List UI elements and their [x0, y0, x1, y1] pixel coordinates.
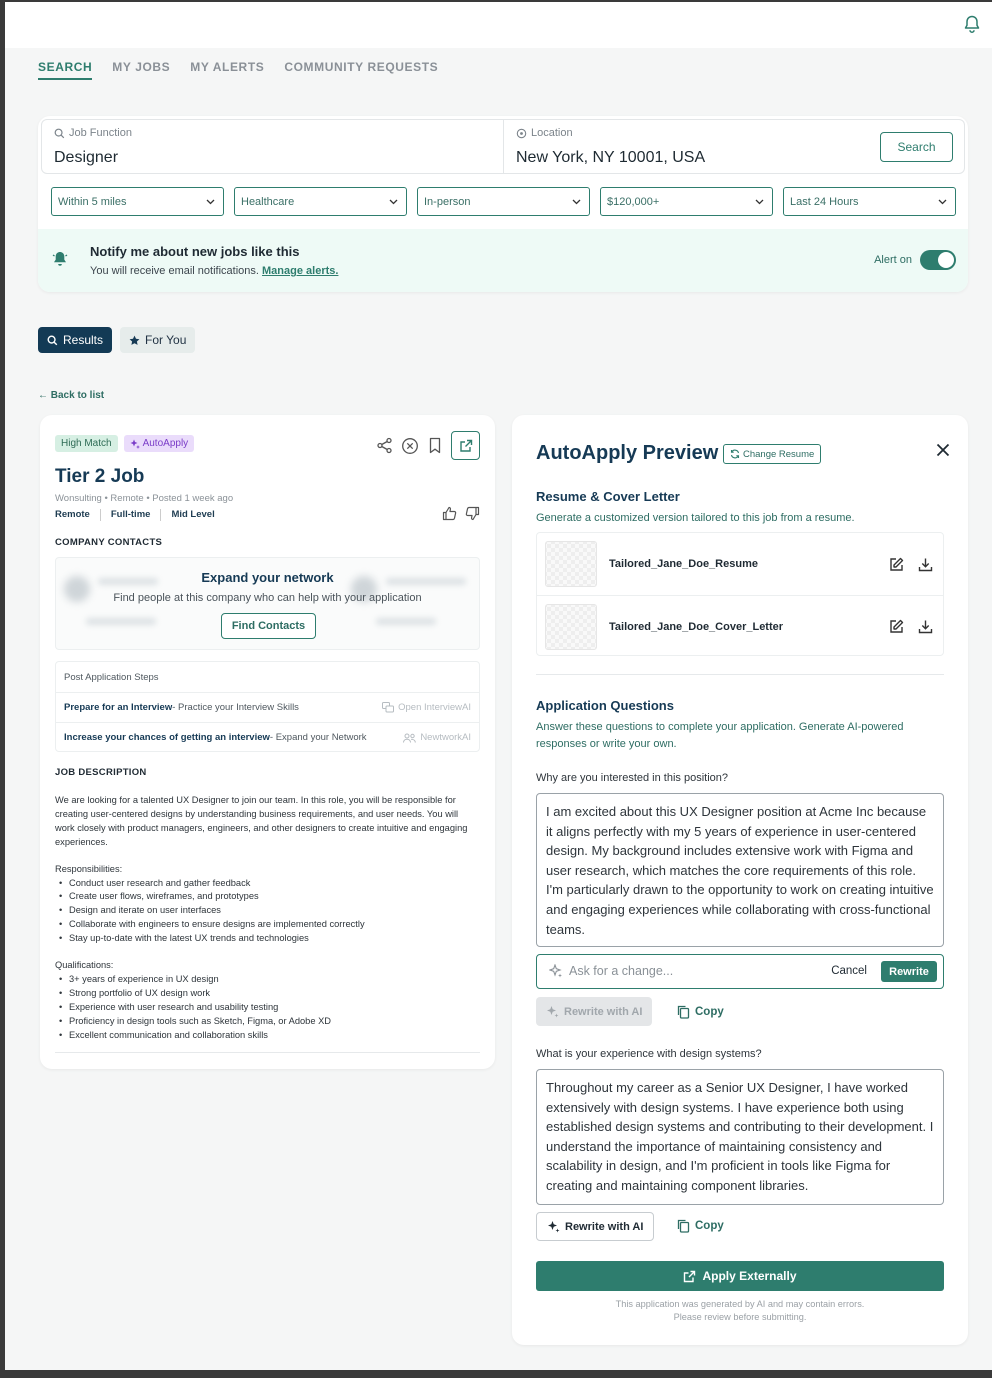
description-paragraph: We are looking for a talented UX Designer to join our team. In this role, you will be responsible for creating user-centered designs by understanding business requirements, and user needs. You will work closely with product managers, engineers, and other designers to create intuitive and engaging experiences.	[55, 795, 468, 847]
job-tag: Mid Level	[171, 509, 215, 520]
copy-icon	[677, 1219, 690, 1233]
application-questions-subtitle: Answer these questions to complete your application. Generate AI-powered responses or write your own.	[536, 721, 904, 750]
job-tags	[55, 509, 215, 521]
sparkle-icon	[549, 964, 563, 978]
thumbs-down-icon[interactable]	[465, 506, 480, 521]
document-row-resume	[537, 533, 943, 595]
job-description	[55, 794, 480, 1043]
chevron-down-icon	[206, 199, 215, 205]
job-function-field[interactable]	[41, 119, 504, 174]
job-alert-banner	[38, 229, 968, 292]
chevron-down-icon	[755, 199, 764, 205]
preview-title: AutoApply Preview	[536, 442, 719, 464]
star-icon	[129, 335, 140, 346]
external-link-icon	[459, 439, 473, 453]
alert-toggle[interactable]	[920, 250, 956, 270]
job-function-value[interactable]: Designer	[54, 149, 119, 166]
document-thumbnail	[545, 604, 597, 650]
autoapply-badge: AutoApply	[124, 435, 195, 452]
copy-icon	[677, 1005, 690, 1019]
for-you-tab[interactable]: For You	[120, 327, 195, 353]
expand-network-title: Expand your network	[201, 570, 334, 585]
list-item: • Stay up-to-date with the latest UX trends and technologies	[55, 932, 480, 946]
search-button[interactable]: Search	[880, 132, 953, 162]
edit-icon[interactable]	[889, 619, 904, 634]
sparkle-icon	[546, 1005, 559, 1018]
documents-list	[536, 532, 944, 656]
search-icon	[47, 335, 58, 346]
company-contacts-heading: COMPANY CONTACTS	[55, 537, 163, 548]
location-field[interactable]	[504, 119, 965, 174]
post-application-steps	[55, 661, 480, 752]
job-detail-card	[40, 415, 495, 1069]
qualifications-list	[55, 973, 480, 1043]
chevron-down-icon	[572, 199, 581, 205]
alert-subtitle: You will receive email notifications. Manage alerts.	[90, 265, 339, 277]
document-name: Tailored_Jane_Doe_Resume	[609, 558, 758, 570]
expand-network-subtitle: Find people at this company who can help with your application	[113, 592, 422, 604]
list-item: • Create user flows, wireframes, and prototypes	[55, 890, 480, 904]
responsibilities-label: Responsibilities:	[55, 863, 123, 874]
job-tag: Full-time	[110, 509, 151, 520]
date-posted-filter[interactable]: Last 24 Hours	[783, 187, 956, 216]
external-link-icon	[683, 1270, 696, 1283]
chevron-down-icon	[389, 199, 398, 205]
qualifications-label: Qualifications:	[55, 960, 114, 971]
document-thumbnail	[545, 541, 597, 587]
interview-icon	[382, 702, 394, 713]
notification-bell-icon[interactable]	[962, 14, 982, 34]
document-row-cover-letter	[537, 595, 943, 657]
change-resume-button[interactable]: Change Resume	[723, 444, 821, 464]
industry-filter[interactable]: Healthcare	[234, 187, 407, 216]
share-icon[interactable]	[376, 437, 393, 454]
list-item: • 3+ years of experience in UX design	[55, 973, 480, 987]
find-contacts-button[interactable]: Find Contacts	[221, 613, 316, 639]
autoapply-preview-panel	[512, 415, 968, 1345]
close-icon[interactable]	[936, 443, 950, 457]
people-icon	[403, 733, 416, 743]
refresh-icon	[730, 449, 740, 459]
sparkle-icon	[130, 439, 140, 449]
list-item: • Strong portfolio of UX design work	[55, 987, 480, 1001]
list-item: • Experience with user research and usability testing	[55, 1001, 480, 1015]
download-icon[interactable]	[918, 619, 933, 634]
top-bar	[5, 2, 992, 48]
job-tag: Remote	[55, 509, 90, 520]
alert-bell-icon	[51, 250, 69, 268]
steps-heading: Post Application Steps	[64, 672, 159, 683]
ask-change-input[interactable]	[536, 954, 944, 989]
results-tab[interactable]: Results	[38, 327, 112, 353]
main-tabs	[38, 60, 438, 80]
document-name: Tailored_Jane_Doe_Cover_Letter	[609, 620, 784, 633]
rewrite-button[interactable]: Rewrite	[881, 961, 937, 982]
job-description-heading: JOB DESCRIPTION	[55, 767, 147, 778]
alert-title: Notify me about new jobs like this	[90, 244, 300, 259]
list-item: • Proficiency in design tools such as Sketch, Figma, or Adobe XD	[55, 1015, 480, 1029]
filter-row	[51, 187, 956, 216]
step-interview[interactable]: Prepare for an Interview - Practice your Interview Skills Open InterviewAI	[56, 692, 479, 722]
dismiss-icon[interactable]	[401, 437, 419, 455]
list-item: • Collaborate with engineers to ensure designs are implemented correctly	[55, 918, 480, 932]
bookmark-icon[interactable]	[427, 437, 443, 454]
question-2-label: What is your experience with design systems?	[536, 1048, 762, 1060]
search-icon	[54, 128, 65, 139]
thumbs-up-icon[interactable]	[442, 506, 457, 521]
location-pin-icon	[516, 128, 527, 139]
page	[5, 2, 992, 1370]
copy-button[interactable]: Copy	[677, 1005, 724, 1019]
open-external-button[interactable]	[451, 431, 480, 460]
rewrite-with-ai-button-disabled[interactable]: Rewrite with AI	[536, 997, 652, 1026]
copy-button[interactable]: Copy	[677, 1219, 724, 1233]
ask-change-placeholder: Ask for a change...	[569, 964, 674, 978]
chevron-down-icon	[938, 199, 947, 205]
workplace-filter[interactable]: In-person	[417, 187, 590, 216]
job-meta: Wonsulting • Remote • Posted 1 week ago	[55, 493, 234, 504]
ai-disclaimer: This application was generated by AI and may contain errors. Please review before submitting.	[615, 1299, 865, 1322]
back-to-list-link[interactable]: ← Back to list	[38, 390, 105, 401]
application-questions-heading: Application Questions	[536, 698, 674, 713]
search-card	[38, 116, 968, 292]
location-value[interactable]: New York, NY 10001, USA	[516, 149, 706, 166]
apply-externally-button[interactable]: Apply Externally	[536, 1261, 944, 1291]
question-2-answer[interactable]: Throughout my career as a Senior UX Designer, I have worked extensively with design systems. I have experience both using established design systems and contributing to their development. I understand the importance of maintaining consistency and scalability in design, and I'm proficient in tools like Figma for creating and maintaining component libraries.	[536, 1069, 944, 1205]
high-match-badge: High Match	[55, 435, 118, 452]
download-icon[interactable]	[918, 557, 933, 572]
list-item: • Conduct user research and gather feedback	[55, 877, 480, 891]
resume-cover-subtitle: Generate a customized version tailored to this job from a resume.	[536, 512, 855, 524]
location-label: Location	[531, 127, 573, 139]
sparkle-icon	[547, 1220, 560, 1233]
tab-my-alerts[interactable]: MY ALERTS	[190, 60, 265, 74]
job-title: Tier 2 Job	[55, 466, 145, 487]
list-item: • Design and iterate on user interfaces	[55, 904, 480, 918]
rewrite-with-ai-button[interactable]: Rewrite with AI	[536, 1212, 654, 1241]
tab-search[interactable]: SEARCH	[38, 60, 92, 80]
list-item: • Excellent communication and collaboration skills	[55, 1029, 480, 1043]
question-1-answer[interactable]: I am excited about this UX Designer position at Acme Inc because it aligns perfectly with my 5 years of experience in user-centered design. My background includes extensive work with Figma and user research, which matches the core requirements of this role. I'm particularly drawn to the opportunity to work on creating intuitive and engaging experiences while collaborating with cross-functional teams.	[536, 793, 944, 947]
responsibilities-list	[55, 877, 480, 947]
job-function-label: Job Function	[69, 127, 132, 139]
distance-filter[interactable]: Within 5 miles	[51, 187, 224, 216]
expand-network-box	[55, 557, 480, 650]
cancel-button[interactable]: Cancel	[831, 965, 867, 977]
tab-community-requests[interactable]: COMMUNITY REQUESTS	[284, 60, 439, 74]
question-1-label: Why are you interested in this position?	[536, 772, 728, 784]
tab-my-jobs[interactable]: MY JOBS	[112, 60, 171, 74]
step-network[interactable]: Increase your chances of getting an interview - Expand your Network NewtworkAI	[56, 722, 479, 752]
alert-toggle-label: Alert on	[874, 254, 912, 266]
resume-cover-heading: Resume & Cover Letter	[536, 489, 680, 504]
edit-icon[interactable]	[889, 557, 904, 572]
manage-alerts-link[interactable]: Manage alerts.	[262, 265, 339, 277]
salary-filter[interactable]: $120,000+	[600, 187, 773, 216]
